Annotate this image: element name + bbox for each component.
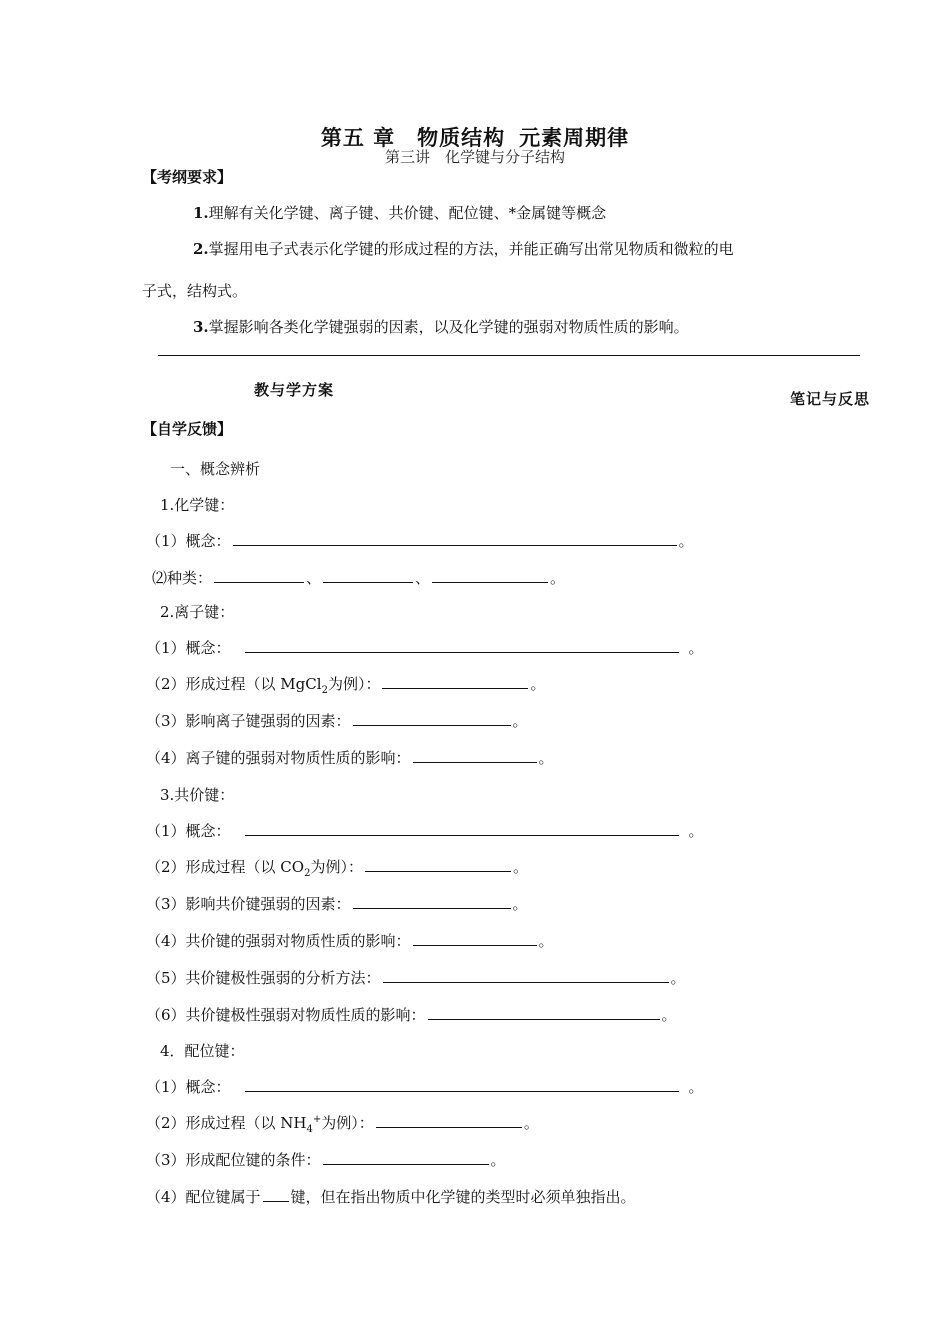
subsection-covalent-bond: 3.共价键： xyxy=(160,786,235,804)
question-line: （2）形成过程（以 $NH_4^+$为例）： 。 xyxy=(146,1114,539,1135)
requirement-item-2 xyxy=(193,238,734,259)
requirement-item-3 xyxy=(193,316,689,337)
question-line: （1）概念： 。 xyxy=(146,1078,704,1096)
question-line: （3）形成配位键的条件： 。 xyxy=(146,1151,506,1169)
question-line: ⑵种类： 、 、 。 xyxy=(152,569,566,587)
requirements-heading: 【考纲要求】 xyxy=(142,168,233,186)
answer-blank[interactable] xyxy=(245,1077,679,1092)
question-line: （4）共价键的强弱对物质性质的影响： 。 xyxy=(146,932,554,950)
title-part-chapter: 第五 章 xyxy=(320,125,396,150)
answer-blank[interactable] xyxy=(353,894,511,909)
question-line: （3）影响共价键强弱的因素： 。 xyxy=(146,895,528,913)
question-line: （2）形成过程（以 $CO_2$为例）： 。 xyxy=(146,858,528,879)
section-concept-analysis: 一、概念辨析 xyxy=(170,460,261,478)
question-line: （6）共价键极性强弱对物质性质的影响： 。 xyxy=(146,1006,677,1024)
answer-blank[interactable] xyxy=(383,968,669,983)
column-label-teaching: 教与学方案 xyxy=(254,381,335,399)
column-label-notes: 笔记与反思 xyxy=(790,390,871,408)
question-line: （2）形成过程（以 MgCl$_2$为例）： 。 xyxy=(146,675,546,696)
feedback-heading: 【自学反馈】 xyxy=(142,420,233,438)
answer-blank[interactable] xyxy=(432,568,548,583)
answer-blank[interactable] xyxy=(214,568,304,583)
item-text: 掌握用电子式表示化学键的形成过程的方法，并能正确写出常见物质和微粒的电 xyxy=(208,240,734,258)
answer-blank[interactable] xyxy=(353,711,511,726)
section-divider xyxy=(158,355,860,356)
question-line: （1）概念： 。 xyxy=(146,532,694,550)
subsection-ionic-bond: 2.离子键： xyxy=(160,603,235,621)
requirement-item-2-continued: 子式，结构式。 xyxy=(142,282,248,300)
item-number: 1. xyxy=(193,204,209,222)
answer-blank[interactable] xyxy=(263,1187,289,1202)
answer-blank[interactable] xyxy=(382,674,528,689)
answer-blank[interactable] xyxy=(245,638,679,653)
answer-blank[interactable] xyxy=(233,531,677,546)
question-line: （1）概念： 。 xyxy=(146,822,704,840)
answer-blank[interactable] xyxy=(413,748,537,763)
requirement-item-1 xyxy=(193,202,606,223)
question-line: （5）共价键极性强弱的分析方法： 。 xyxy=(146,969,686,987)
item-text: 理解有关化学键、离子键、共价键、配位键、*金属键等概念 xyxy=(208,204,607,222)
subsection-chemical-bond: 1.化学键： xyxy=(160,496,235,514)
answer-blank[interactable] xyxy=(323,1150,489,1165)
title-part-periodic: 元素周期律 xyxy=(519,125,630,150)
subsection-coordinate-bond: 4．配位键： xyxy=(160,1042,245,1060)
answer-blank[interactable] xyxy=(376,1113,522,1128)
item-number: 2. xyxy=(193,240,209,258)
answer-blank[interactable] xyxy=(428,1005,660,1020)
item-text: 掌握影响各类化学键强弱的因素，以及化学键的强弱对物质性质的影响。 xyxy=(208,318,689,336)
question-line: （4）配位键属于 键，但在指出物质中化学键的类型时必须单独指出。 xyxy=(146,1188,636,1206)
question-line: （3）影响离子键强弱的因素： 。 xyxy=(146,712,528,730)
page-subtitle: 第三讲 化学键与分子结构 xyxy=(384,148,565,166)
title-part-structure: 物质结构 xyxy=(417,125,506,150)
answer-blank[interactable] xyxy=(245,821,679,836)
answer-blank[interactable] xyxy=(323,568,413,583)
answer-blank[interactable] xyxy=(413,931,537,946)
answer-blank[interactable] xyxy=(365,857,511,872)
item-number: 3. xyxy=(193,318,209,336)
question-line: （4）离子键的强弱对物质性质的影响： 。 xyxy=(146,749,554,767)
question-line: （1）概念： 。 xyxy=(146,639,704,657)
